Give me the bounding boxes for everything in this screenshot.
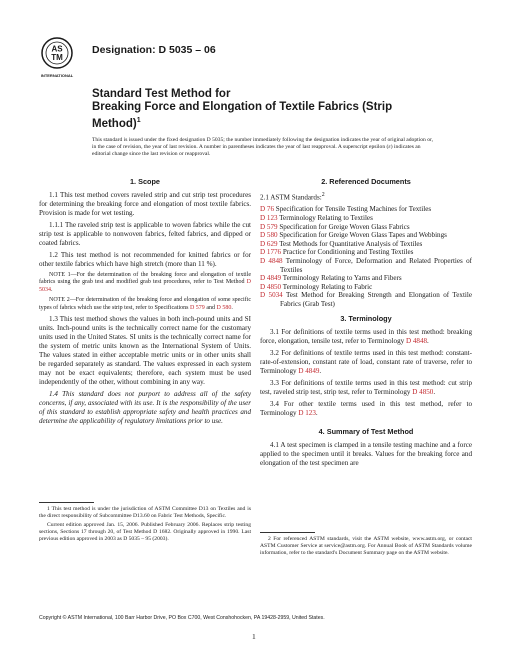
footnote-rule-right	[260, 532, 315, 533]
reference-item	[260, 205, 472, 214]
terminology-3-3: 3.3 For definitions of textile terms used in this test method: cut strip test, raveled strip test, strip test, refer to Terminology D 4850.	[260, 379, 472, 397]
ref-link-d579[interactable]: D 579	[189, 304, 205, 311]
reference-title: Specification for Tensile Testing Machines for Textiles	[275, 205, 432, 214]
reference-item	[260, 223, 472, 232]
reference-title: Test Methods for Quantitative Analysis of Textiles	[279, 239, 423, 248]
ref-link-d4848[interactable]: D 4848	[405, 337, 428, 346]
reference-title: Terminology Relating to Textiles	[279, 213, 373, 222]
astm-logo	[40, 36, 74, 82]
referenced-heading: 2. Referenced Documents	[321, 177, 411, 186]
reference-code-link[interactable]: D 629	[260, 239, 278, 248]
reference-item	[260, 248, 472, 257]
reference-title: Practice for Conditioning and Testing Textiles	[282, 248, 414, 257]
reference-item	[260, 291, 472, 308]
reference-code-link[interactable]: D 76	[260, 205, 274, 214]
referenced-intro: 2.1 ASTM Standards:$^2$	[260, 192, 325, 202]
title-footnote-mark: 1	[136, 117, 141, 124]
ref-link-d4850[interactable]: D 4850	[412, 388, 434, 397]
reference-title: Terminology Relating to Yarns and Fibers	[282, 274, 402, 283]
reference-code-link[interactable]: D 4849	[260, 274, 282, 283]
title-line-3: Method)$^1$	[92, 117, 141, 130]
scope-1-3: 1.3 This test method shows the values in both inch-pound units and SI units. Inch-pound units is the technically correct name for the customary units used in the United States. SI units is the technically correct name for the system of metric units known as the International System of Units. The values stated in either acceptable metric units or in other units shall be regarded separately as standard. The values expressed in each system may not be exact equivalents; therefore, each system must be used independently of the other, without combining in any way.	[39, 315, 251, 387]
reference-item	[260, 274, 472, 283]
reference-item	[260, 240, 472, 249]
reference-title: Specification for Greige Woven Glass Tapes and Webbings	[279, 231, 447, 240]
reference-code-link[interactable]: D 1776	[260, 248, 282, 257]
scope-1-1: 1.1 This test method covers raveled strip and cut strip test procedures for determining the breaking force and elongation of most textile fabrics. Provision is made for wet testing.	[39, 191, 251, 217]
note-1: NOTE 1—For the determination of the breaking force and elongation of textile fabrics using the grab test and modified grab test procedures, refer to Test Method D 5034.	[39, 272, 251, 293]
reference-item	[260, 214, 472, 223]
designation: Designation: D 5035 – 06	[92, 44, 216, 56]
footnote-1: 1 This test method is under the jurisdiction of ASTM Committee D13 on Textiles and is the direct responsibility of Subcommittee D13.60 on Fabric Test Methods, Specific. Current edition approved Jan. 15, 2006. Published February 2006. Replaces strip testing sections, Sections 17 through 20, of Test Method D 1682. Originally approved in 1990. Last previous edition approved in 2003 as D 5035 – 95 (2003).	[39, 506, 251, 542]
reference-title: Specification for Greige Woven Glass Fabrics	[279, 222, 410, 231]
reference-code-link[interactable]: D 123	[260, 213, 278, 222]
title-line-1: Standard Test Method for	[92, 88, 231, 100]
ref-link-d123[interactable]: D 123	[298, 409, 316, 418]
page-number: 1	[252, 632, 256, 641]
reference-item	[260, 257, 472, 274]
reference-item	[260, 283, 472, 292]
reference-code-link[interactable]: D 580	[260, 231, 278, 240]
reference-code-link[interactable]: D 4848	[260, 256, 283, 265]
right-column	[260, 177, 472, 471]
copyright-line: Copyright © ASTM International, 100 Barr Harbor Drive, PO Box C700, West Conshohocken, PA 19428-2959, United States.	[39, 615, 325, 621]
terminology-heading: 3. Terminology	[340, 314, 392, 324]
reference-code-link[interactable]: D 4850	[260, 282, 282, 291]
reference-list	[260, 205, 472, 308]
scope-1-4: 1.4 This standard does not purport to address all of the safety concerns, if any, associated with its use. It is the responsibility of the user of this standard to establish appropriate safety and health practices and determine the applicability of regulatory limitations prior to use.	[39, 390, 251, 426]
footnote-2: 2 For referenced ASTM standards, visit the ASTM website, www.astm.org, or contact ASTM Customer Service at service@astm.org. For Annual Book of ASTM Standards volume information, refer to the standard's Document Summary page on the ASTM website.	[260, 536, 472, 556]
reference-title: Terminology Relating to Fabric	[282, 282, 373, 291]
terminology-3-2: 3.2 For definitions of textile terms used in this test method: constant-rate-of-extension, constant rate of load, constant rate of traverse, refer to Terminology D 4849.	[260, 349, 472, 376]
left-column	[39, 177, 251, 429]
reference-title: Terminology of Force, Deformation and Related Properties of Textiles	[280, 256, 472, 274]
reference-code-link[interactable]: D 579	[260, 222, 278, 231]
note-2: NOTE 2—For determination of the breaking force and elongation of some specific types of fabrics which use the strip test, refer to Specifications D 579 and D 580.	[39, 297, 251, 311]
scope-1-1-1: 1.1.1 The raveled strip test is applicable to woven fabrics while the cut strip test is applicable to nonwoven fabrics, felted fabrics, and dipped or coated fabrics.	[39, 221, 251, 247]
reference-title: Test Method for Breaking Strength and Elongation of Textile Fabrics (Grab Test)	[280, 291, 473, 308]
ref-link-d580[interactable]: D 580	[216, 304, 232, 311]
summary-4-1: 4.1 A test specimen is clamped in a tensile testing machine and a force applied to the specimen until it breaks. Values for the breaking force and elongation of the test specimen are	[260, 441, 472, 468]
terminology-3-1: 3.1 For definitions of textile terms used in this test method: breaking force, elongation, tensile test, refer to Terminology D 4848.	[260, 328, 472, 346]
ref-link-d4849[interactable]: D 4849	[298, 367, 320, 376]
svg-text:INTERNATIONAL: INTERNATIONAL	[40, 73, 74, 78]
svg-text:TM: TM	[51, 53, 63, 62]
terminology-3-4: 3.4 For other textile terms used in this test method, refer to Terminology D 123.	[260, 400, 472, 418]
scope-1-2: 1.2 This test method is not recommended for knitted fabrics or for other textile fabrics which have high stretch (more than 11 %).	[39, 251, 251, 268]
reference-item	[260, 231, 472, 240]
title-line-2: Breaking Force and Elongation of Textile Fabrics (Strip	[92, 101, 393, 113]
issue-note: This standard is issued under the fixed designation D 5035; the number immediately following the designation indicates the year of original adoption or, in the case of revision, the year of last revision. A number in parentheses indicates the year of last reapproval. A superscript epsilon (ε) indicates an editorial change since the last revision or reapproval.	[92, 137, 434, 158]
ref-link-d5034[interactable]: D 5034	[39, 279, 251, 293]
scope-heading: 1. Scope	[129, 177, 160, 186]
reference-code-link[interactable]: D 5034	[260, 291, 283, 300]
document-title	[92, 88, 422, 131]
svg-text:AS: AS	[51, 44, 63, 54]
summary-heading: 4. Summary of Test Method	[318, 427, 414, 437]
footnote-rule-left	[39, 502, 94, 503]
